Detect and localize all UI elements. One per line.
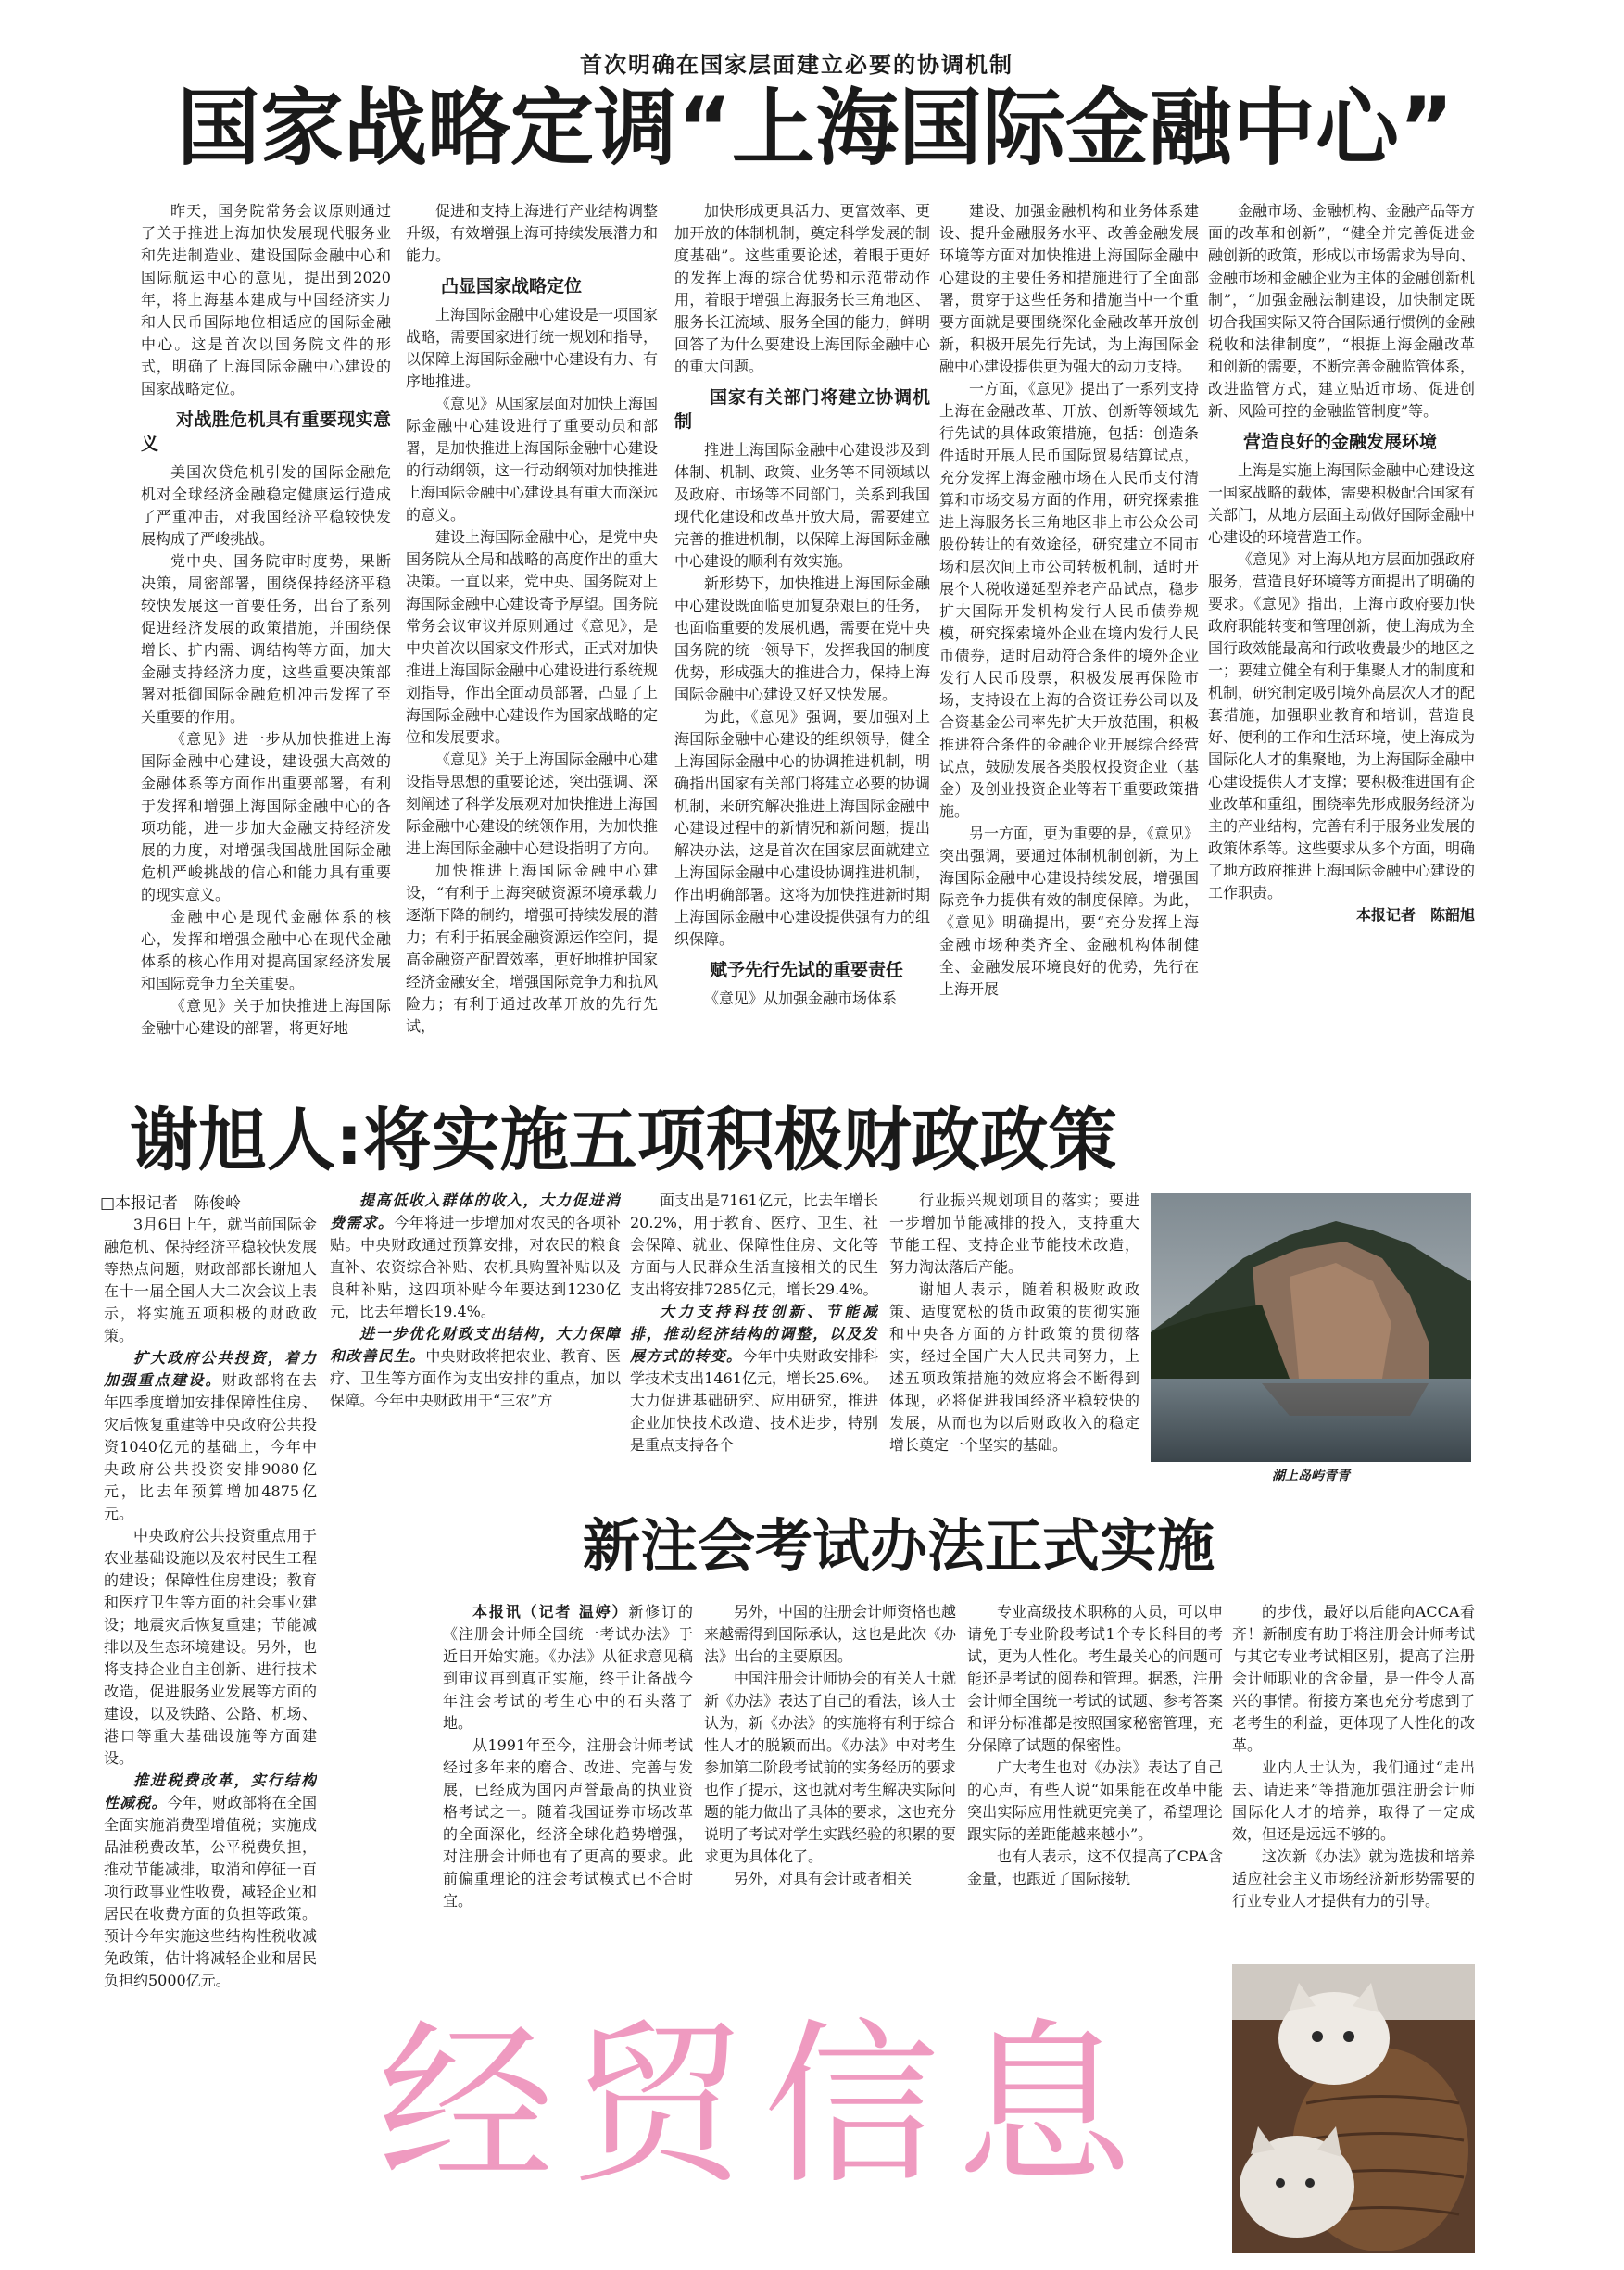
paragraph: 美国次贷危机引发的国际金融危机对全球经济金融稳定健康运行造成了严重冲击，对我国经济平稳较快发展构成了严峻挑战。 — [141, 463, 391, 548]
paragraph: 《意见》关于上海国际金融中心建设指导思想的重要论述，突出强调、深刻阐述了科学发展观对加快推进上海国际金融中心建设的统领作用，为加快推进上海国际金融中心建设指明了方向。 — [406, 750, 658, 857]
paragraph: 建设上海国际金融中心，是党中央国务院从全局和战略的高度作出的重大决策。一直以来，党中央、国务院对上海国际金融中心建设寄予厚望。国务院常务会议审议并原则通过《意见》，是中央首次以国家文件形式，正式对加快推进上海国际金融中心建设进行系统规划指导，作出全面动员部署，凸显了上海国际金融中心建设作为国家战略的定位和发展要求。 — [406, 528, 658, 746]
paragraph: 新形势下，加快推进上海国际金融中心建设既面临更加复杂艰巨的任务，也面临重要的发展机遇，需要在党中央国务院的统一领导下，发挥我国的制度优势，形成强大的推进合力，保持上海国际金融中心建设又好又快发展。 — [674, 574, 930, 703]
paragraph: 《意见》关于加快推进上海国际金融中心建设的部署，将更好地 — [141, 997, 391, 1037]
kittens-photo — [1232, 1964, 1475, 2253]
subheading: 赋予先行先试的重要责任 — [710, 960, 904, 980]
paragraph: 《意见》对上海从地方层面加强政府服务，营造良好环境等方面提出了明确的要求。《意见》指出，上海市政府要加快政府职能转变和管理创新，使上海成为全国行政效能最高和行政收费最少的地区之一；要建立健全有利于集聚人才的制度和机制，研究制定吸引境外高层次人才的配套措施，加强职业教育和培训，营造良好、便利的工作和生活环境，使上海成为国际化人才的集聚地，为上海国际金融中心建设提供人才支撑；要积极推进国有企业改革和重组，围绕率先形成服务经济为主的产业结构，完善有利于服务业发展的政策体系等。这些要求从多个方面，明确了地方政府推进上海国际金融中心建设的工作职责。 — [1208, 550, 1475, 902]
article1-column-2 — [406, 200, 658, 1090]
subheading: 营造良好的金融发展环境 — [1243, 432, 1438, 452]
paragraph: 广大考生也对《办法》表达了自己的心声，有些人说“如果能在改革中能突出实际应用性就更完美了，希望理论跟实际的差距能越来越小”。 — [967, 1759, 1223, 1843]
paragraph: 《意见》从国家层面对加快上海国际金融中心建设进行了重要动员和部署，是加快推进上海国际金融中心建设的行动纲领，这一行动纲领对加快推进上海国际金融中心建设具有重大而深远的意义。 — [406, 395, 658, 523]
article3-column-4 — [1232, 1601, 1475, 1962]
article3-column-1 — [443, 1601, 693, 2018]
paragraph: 一方面，《意见》提出了一系列支持上海在金融改革、开放、创新等领域先行先试的具体政策措施，包括：创造条件适时开展人民币国际贸易结算试点，充分发挥上海金融市场在人民币支付清算和市场交易方面的作用，研究探索推进上海服务长三角地区非上市公众公司股份转让的有效途径，研究建立不同市场和层次间上市公司转板机制，适时开展个人税收递延型养老产品试点，稳步扩大国际开发机构发行人民币债券规模，研究探索境外企业在境内发行人民币债券，适时启动符合条件的境外企业发行人民币股票，积极发展再保险市场，支持设在上海的合资证券公司以及合资基金公司率先扩大开放范围，积极推进符合条件的金融企业开展综合经营试点，鼓励发展各类股权投资企业（基金）及创业投资企业等若干重要政策措施。 — [939, 380, 1199, 820]
paragraph: 金融中心是现代金融体系的核心，发挥和增强金融中心在现代金融体系的核心作用对提高国家经济发展和国际竞争力至关重要。 — [141, 908, 391, 992]
article1-headline: 国家战略定调“上海国际金融中心” — [176, 80, 1454, 177]
article3-column-2 — [704, 1601, 956, 2018]
article1-column-3 — [674, 200, 930, 1090]
paragraph: 这次新《办法》就为选拔和培养适应社会主义市场经济新形势需要的行业专业人才提供有力的引导。 — [1232, 1848, 1475, 1910]
lead-in: 大力支持科技创新、节能减排，推动经济结构的调整，以及发展方式的转变。 — [630, 1303, 878, 1365]
paragraph: 中国注册会计师协会的有关人士就新《办法》表达了自己的看法，该人士认为，新《办法》的实施将有利于综合性人才的脱颖而出。《办法》中对考生参加第二阶段考试前的实务经历的要求也作了提示，这也就对考生解决实际问题的能力做出了具体的要求，这也充分说明了考试对学生实践经验的积累的要求更为具体化了。 — [704, 1670, 956, 1865]
article2-headline: 谢旭人:将实施五项积极财政政策 — [130, 1101, 1117, 1180]
paragraph — [330, 1323, 621, 1412]
article1-column-1 — [141, 200, 391, 1090]
paragraph — [330, 1190, 621, 1323]
paragraph-text: 今年将进一步增加对农民的各项补贴。中央财政通过预算安排，对农民的粮食直补、农资综合补贴、农机具购置补贴以及良种补贴，这四项补贴今年要达到1230亿元，比去年增长19.4%。 — [330, 1214, 621, 1320]
article1-kicker: 首次明确在国家层面建立必要的协调机制 — [580, 51, 1013, 78]
lead-in: 提高低收入群体的收入，大力促进消费需求。 — [330, 1192, 621, 1231]
dateline: 本报讯（记者 温婷） — [472, 1603, 629, 1621]
photo-caption: 湖上岛屿青青 — [1272, 1469, 1350, 1483]
paragraph — [104, 1347, 317, 1525]
paragraph-text: 新修订的《注册会计师全国统一考试办法》于近日开始实施。《办法》从征求意见稿到审议再到真正实施，终于让备战今年注会考试的考生心中的石头落了地。 — [443, 1603, 693, 1732]
lake-island-photo — [1151, 1193, 1471, 1462]
section-title-stamp: 经贸信息 — [378, 2003, 1150, 2208]
subheading: 对战胜危机具有重要现实意义 — [141, 410, 391, 454]
paragraph: 加快形成更具活力、更富效率、更加开放的体制机制，奠定科学发展的制度基础”。这些重要论述，着眼于更好的发挥上海的综合优势和示范带动作用，着眼于增强上海服务长三角地区、服务长江流域、服务全国的能力，鲜明回答了为什么要建设上海国际金融中心的重大问题。 — [674, 202, 930, 375]
article2-column-4 — [889, 1190, 1139, 1505]
paragraph — [443, 1601, 693, 1734]
paragraph: 也有人表示，这不仅提高了CPA含金量，也跟近了国际接轨 — [967, 1848, 1223, 1887]
paragraph: 上海是实施上海国际金融中心建设这一国家战略的载体，需要积极配合国家有关部门，从地方层面主动做好国际金融中心建设的环境营造工作。 — [1208, 461, 1475, 546]
paragraph: 行业振兴规划项目的落实；要进一步增加节能减排的投入，支持重大节能工程、支持企业节能技术改造，努力淘汰落后产能。 — [889, 1192, 1139, 1276]
subheading: 国家有关部门将建立协调机制 — [674, 387, 930, 432]
paragraph — [630, 1301, 878, 1457]
paragraph — [104, 1770, 317, 1992]
article1-column-4 — [939, 200, 1199, 1090]
lead-in: 推进税费改革，实行结构性减税。 — [104, 1772, 317, 1811]
subheading: 凸显国家战略定位 — [441, 276, 583, 296]
paragraph: 中央政府公共投资重点用于农业基础设施以及农村民生工程的建设；保障性住房建设；教育和医疗卫生等方面的社会事业建设；地震灾后恢复重建；节能减排以及生态环境建设。另外，也将支持企业自主创新、进行技术改造，促进服务业发展等方面的建设，以及铁路、公路、机场、港口等重大基础设施等方面建设。 — [104, 1527, 317, 1767]
paragraph: 另外，对具有会计或者相关 — [734, 1870, 913, 1887]
paragraph: 谢旭人表示，随着积极财政政策、适度宽松的货币政策的贯彻实施和中央各方面的方针政策的贯彻落实，经过全国广大人民共同努力，上述五项政策措施的效应将会不断得到体现，必将促进我国经济平稳较快的发展，从而也为以后财政收入的稳定增长奠定一个坚实的基础。 — [889, 1280, 1139, 1454]
article1-column-5 — [1208, 200, 1475, 1090]
paragraph: 促进和支持上海进行产业结构调整升级，有效增强上海可持续发展潜力和能力。 — [406, 202, 658, 264]
paragraph: 党中央、国务院审时度势，果断决策，周密部署，围绕保持经济平稳较快发展这一首要任务，出台了系列促进经济发展的政策措施，并围绕保增长、扩内需、调结构等方面，加大金融支持经济力度，这些重要决策部署对抵御国际金融危机冲击发挥了至关重要的作用。 — [141, 552, 391, 725]
kittens-image — [1232, 1964, 1475, 2253]
paragraph: 从1991年至今，注册会计师考试经过多年来的磨合、改进、完善与发展，已经成为国内声誉最高的执业资格考试之一。随着我国证券市场改革的全面深化，经济全球化趋势增强，对注册会计师也有了更高的要求。此前偏重理论的注会考试模式已不合时宜。 — [443, 1736, 693, 1910]
paragraph: 金融市场、金融机构、金融产品等方面的改革和创新”，“健全并完善促进金融创新的政策，形成以市场需求为导向、金融市场和金融企业为主体的金融创新机制”，“加强金融法制建设，加快制定既切合我国实际又符合国际通行惯例的金融税收和法律制度”，“根据上海金融改革和创新的需要，不断完善金融监管体系，改进监管方式，建立贴近市场、促进创新、风险可控的金融监管制度”等。 — [1208, 202, 1475, 420]
article3-column-3 — [967, 1601, 1223, 2018]
paragraph: 加快推进上海国际金融中心建设，“有利于上海突破资源环境承载力逐渐下降的制约，增强可持续发展的潜力；有利于拓展金融资源运作空间，提高金融资产配置效率，更好地推护国家经济金融安全，增强国际竞争力和抗风险力；有利于通过改革开放的先行先试， — [406, 862, 658, 1035]
article2-column-1 — [104, 1214, 317, 2085]
article2-column-2 — [330, 1190, 621, 1505]
paragraph: 专业高级技术职称的人员，可以申请免于专业阶段考试1个专长科目的考试，更为人性化。考生最关心的问题可能还是考试的阅卷和管理。据悉，注册会计师全国统一考试的试题、参考答案和评分标准都是按照国家秘密管理，充分保障了试题的保密性。 — [967, 1603, 1223, 1754]
article3-headline: 新注会考试办法正式实施 — [582, 1512, 1215, 1580]
paragraph-text: 财政部将在去年四季度增加安排保障性住房、灾后恢复重建等中央政府公共投资1040亿元的基础上，今年中央政府公共投资安排9080亿元，比去年预算增加4875亿元。 — [104, 1371, 317, 1522]
article2-byline: □本报记者 陈俊岭 — [100, 1194, 242, 1213]
paragraph: 昨天，国务院常务会议原则通过了关于推进上海加快发展现代服务业和先进制造业、建设国际金融中心和国际航运中心的意见，提出到2020年，将上海基本建成与中国经济实力和人民币国际地位相适应的国际金融中心。这是首次以国务院文件的形式，明确了上海国际金融中心建设的国家战略定位。 — [141, 202, 391, 397]
paragraph: 推进上海国际金融中心建设涉及到体制、机制、政策、业务等不同领域以及政府、市场等不同部门，关系到我国现代化建设和改革开放大局，需要建立完善的推进机制，以保障上海国际金融中心建设的顺利有效实施。 — [674, 441, 930, 570]
paragraph: 的步伐，最好以后能向ACCA看齐！新制度有助于将注册会计师考试与其它专业考试相区别，提高了注册会计师职业的含金量，是一件令人高兴的事情。衔接方案也充分考虑到了老考生的利益，更体现了人性化的改革。 — [1232, 1603, 1475, 1754]
paragraph: 面支出是7161亿元，比去年增长20.2%，用于教育、医疗、卫生、社会保障、就业、保障性住房、文化等方面与人民群众生活直接相关的民生支出将安排7285亿元，增长29.4%。 — [630, 1192, 878, 1298]
paragraph: 上海国际金融中心建设是一项国家战略，需要国家进行统一规划和指导，以保障上海国际金融中心建设有力、有序地推进。 — [406, 306, 658, 390]
paragraph: 《意见》从加强金融市场体系 — [704, 990, 898, 1007]
lead-in: 进一步优化财政支出结构，大力保障和改善民生。 — [330, 1325, 621, 1365]
lake-island-image — [1151, 1193, 1471, 1462]
paragraph: 建设、加强金融机构和业务体系建设、提升金融服务水平、改善金融发展环境等方面对加快推进上海国际金融中心建设的主要任务和措施进行了全面部署，贯穿于这些任务和措施当中一个重要方面就是要围绕深化金融改革开放创新，积极开展先行先试，为上海国际金融中心建设提供更为强大的动力支持。 — [939, 202, 1199, 375]
paragraph: 业内人士认为，我们通过“走出去、请进来”等措施加强注册会计师国际化人才的培养，取得了一定成效，但还是远远不够的。 — [1232, 1759, 1475, 1843]
paragraph: 另外，中国的注册会计师资格也越来越需得到国际承认，这也是此次《办法》出台的主要原因。 — [704, 1603, 956, 1665]
paragraph: 为此，《意见》强调，要加强对上海国际金融中心建设的组织领导，健全上海国际金融中心的协调推进机制，明确指出国家有关部门将建立必要的协调机制，来研究解决推进上海国际金融中心建设过程中的新情况和新问题，提出解决办法，这是首次在国家层面就建立上海国际金融中心建设协调推进机制，作出明确部署。这将为加快推进新时期上海国际金融中心建设提供强有力的组织保障。 — [674, 708, 930, 948]
paragraph-text: 中央财政将把农业、教育、医疗、卫生等方面作为支出安排的重点，加以保障。今年中央财政用于“三农”方 — [330, 1347, 621, 1409]
paragraph-text: 今年，财政部将在全国全面实施消费型增值税；实施成品油税费改革，公平税费负担，推动节能减排，取消和停征一百项行政事业性收费，减轻企业和居民在收费方面的负担等政策。预计今年实施这些结构性税收减免政策，估计将减轻企业和居民负担约5000亿元。 — [104, 1794, 317, 1989]
article2-column-3 — [630, 1190, 878, 1505]
paragraph: 3月6日上午，就当前国际金融危机、保持经济平稳较快发展等热点问题，财政部部长谢旭人在十一届全国人大二次会议上表示，将实施五项积极的财政政策。 — [104, 1216, 317, 1344]
paragraph-text: 今年中央财政安排科学技术支出1461亿元，增长25.6%。大力促进基础研究、应用研究，推进企业加快技术改造、技术进步，特别是重点支持各个 — [630, 1347, 878, 1454]
lead-in: 扩大政府公共投资，着力加强重点建设。 — [104, 1349, 317, 1389]
paragraph: 另一方面，更为重要的是，《意见》突出强调，要通过体制机制创新，为上海国际金融中心建设持续发展，增强国际竞争力提供有效的制度保障。为此，《意见》明确提出，要“充分发挥上海金融市场种类齐全、金融机构体制健全、金融发展环境良好的优势，先行在上海开展 — [939, 825, 1199, 998]
article1-byline: 本报记者 陈韶旭 — [1355, 906, 1475, 924]
paragraph: 《意见》进一步从加快推进上海国际金融中心建设，建设强大高效的金融体系等方面作出重要部署，有利于发挥和增强上海国际金融中心的各项功能，进一步加大金融支持经济发展的力度，对增强我国战胜国际金融危机严峻挑战的信心和能力具有重要的现实意义。 — [141, 730, 391, 903]
